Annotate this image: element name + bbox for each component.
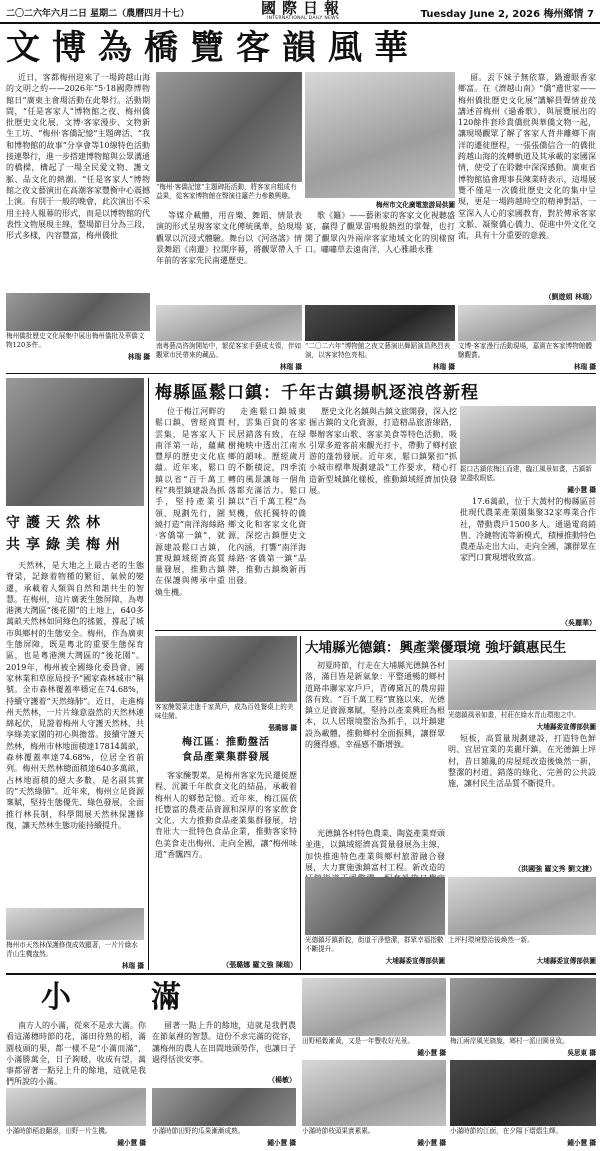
meijiang-headline-line2: 食品產業集群發展 bbox=[182, 752, 270, 763]
xiaoman-photo-fruit bbox=[302, 1060, 446, 1126]
masthead-title: 國際日報 bbox=[260, 0, 345, 17]
forest-headline-line2: 共享綠美梅州 bbox=[6, 537, 126, 553]
top-story-col1: 近日，客都梅州迎來了一場跨越山海的文明之約——2026年“5·18國際博物館日”廣東主會場活動在此舉行。活動期間，“任是客家人”博物館之夜、梅州僑批歷史文化展、文博·客家漫步、文物新生工坊、“梅州·客僑記憶”主題碑活、“我和博物館的故事”分享會等10線特色活動接連舉行，進一步搭建博物館與公眾溝通的橋樑，構起了一場全民愛文物、護文脈、品文化的熱潮。“任是客家人”博物館之夜文藝演出在高潮客家豐衡中心震撼上演。有別于一般的晚會，此次演出不采用主持人報幕的形式，而是以博物館的代表性文物展現主線，整場節目分為三段，形式多樣，內容豐富，梅州僑批 bbox=[6, 73, 150, 241]
top-photo-performance bbox=[305, 305, 455, 341]
xiaoman-photo-melon-credit: 鍾小慧 攝 bbox=[267, 1139, 296, 1147]
xiaoman-photo-fruit-caption: 小滿時節枝頭果實累累。 bbox=[302, 1127, 375, 1135]
top-photo-lab bbox=[6, 293, 150, 331]
top-photo-rubbing bbox=[156, 72, 302, 182]
top-photo-exhibit-credit: 梅州市文化廣電旅游局供圖 bbox=[375, 201, 455, 209]
songkou-photo-credit: 鍾小慧 攝 bbox=[567, 486, 596, 494]
xiaoman-photo-sunset-caption: 小滿時節的江面，在夕陽下熠熠生輝。 bbox=[450, 1127, 563, 1135]
xiaoman-col1: 南方人的小滿，從來不是求大滿。你看這滿穗時節的花，滿田待熟的稻，滿園枝頭的果，都一樣不是“小滿而滿”，小滿勝萬全，日子夠暖，收成有望，萬事都留著一點兒上升的餘地，這就是我們所說的小滿。 bbox=[6, 1021, 146, 1087]
top-photo-exhibit bbox=[305, 72, 455, 198]
songkou-byline: （吳麗華） bbox=[561, 618, 596, 627]
songkou-col3: 歷史文化名鎮與古鎮文旅開發，深入挖掘古鎮的文化資源，打造精品旅游線路，舉辦客家山歌、客家美食等特色活動，吸引眾多遊客前來觀光打卡，帶動了鄉村旅游的蓬勃發展。近年來，鬆口鎮緊扣“抓小城市標準規劃建設”工作要求，精心打造新型城鎮化樣板，推動鎮域經濟加快發展。 bbox=[309, 407, 457, 496]
top-photo-performance-caption: “二〇二六年”博物館之夜文藝演出舞蹈演員熱烈表演，以客家特色亮相。 bbox=[305, 342, 451, 359]
top-story-headline: 文博為橋覽客韻風華 bbox=[6, 28, 420, 68]
divider bbox=[6, 973, 596, 975]
top-story-col2: 等媒介載體，用音樂、舞蹈、情景表演的形式呈現客家文化傳統風華，給現場觀眾以沉浸式體驗。舞台以《河洛謠》情景舞蹈《南遷》拉開序幕，將觀眾帶入千年前的客家先民南遷歷史。 bbox=[156, 211, 302, 266]
top-photo-appraisal-caption: 南粵藝高咨詢開始中，繁從客家手藝成太領，伴如觀眾市民帶來的藏品。 bbox=[156, 342, 302, 359]
page-section-label: Tuesday June 2, 2026 梅州鄉情 7 bbox=[420, 9, 594, 20]
top-photo-lab-credit: 林瑞 攝 bbox=[127, 353, 150, 361]
xiaoman-photo-sunset bbox=[450, 1060, 596, 1126]
top-story-byline: （劉遊娟 林瑞） bbox=[544, 292, 596, 301]
xiaoman-photo-rice-caption: 小滿時節稻浪翻滾，田野一片生機。 bbox=[6, 1127, 112, 1135]
songkou-photo-caption: 鬆口古鎮依梅江而建，臨江風景如畫，古鎮新貌盡收眼底。 bbox=[460, 465, 592, 482]
divider bbox=[148, 378, 149, 970]
xiaoman-headline: 小滿 bbox=[41, 980, 261, 1015]
top-photo-appraisal bbox=[156, 305, 302, 341]
forest-caption: 梅州市天然林保護修復成效顯著，一片片綠水青山生機盎然。 bbox=[6, 941, 138, 958]
dapu-col2: 光德鎮各村特色農業、陶瓷產業齊頭並進，以鎮域經濟高質量發展為主線，加快推進特色產業與鄉村旅游融合發展，大力實施強鎮富村工程。新改造的 bbox=[305, 829, 445, 872]
songkou-col1: 位于梅江河畔的鬆口鎮，曾經商賈雲集，是客家人下南洋第一站，蘊藏豐厚的歷史文化底蘊。近年來，鬆口鎮以省“百千萬工程”典型鎮建設為抓手，堅持產業引領、規劃先行，圍繞打造“南洋海絲路·客僑第一鎮”，就源建設鬆口古鎮，實現鎮域經濟高質量發展，推動古鎮在保護與傳承中重煥生機。 bbox=[155, 407, 225, 597]
top-photo-rubbing-caption: “梅州·客僑記憶”主題碑拓活動，將客家自粗成有益果，從客家博物館在聲演往籬芒力參數興趣。 bbox=[156, 183, 297, 200]
dapu-byline: （洪國強 羅文秀 劉文捷） bbox=[514, 864, 596, 873]
dapu-photo-shangping-caption: 上坪村環境整治後煥然一新。 bbox=[448, 936, 534, 944]
dapu-col1: 初夏時節，行走在大埔縣光德鎮各村落，滿目皆是新氣象：平整通暢的鄉村道路串聯家家戶戶，青磚黛瓦的農房錯落有致。“百千萬工程”實施以來，光德鎮立足資源稟賦，堅持以產業興旺為根本，以人居環境整治為抓手，以圩鎮建設為載體，推動鄉村全面振興，讓群眾的獲得感、幸福感不斷增強。 bbox=[305, 661, 445, 750]
meijiang-photo bbox=[155, 636, 297, 702]
songkou-col2: 走進鬆口鎮城東村，雲集百貨的客家民居錯落有致，在绿樹掩映中透出江南水鄉的韻味。歷經歲月的不斷積淀，四季流轉的風景讓每一個角落都充滿活力。鬆口鎮以“百千萬工程”為契機，依托獨特的僑鄉文化和客家文化資源，深挖古鎮歷史文化內涵，打響“南洋海絲路·客僑第一鎮”品牌，推動古鎮煥新再出發。 bbox=[228, 407, 306, 586]
page-header bbox=[0, 0, 600, 24]
divider bbox=[6, 373, 596, 374]
xiaoman-photo-melon-caption: 小滿時節田野的瓜果漸漸成熟。 bbox=[152, 1127, 245, 1135]
top-photo-performance-credit: 林瑞 攝 bbox=[432, 363, 455, 371]
masthead-english: INTERNATIONAL DAILY NEWS bbox=[266, 16, 340, 21]
meijiang-body: 客家醃製菜，是梅州客家先民遷徙歷程、沉澱千年飲食文化的結晶，承載着梅州人的鄉愁記憶。近年來，梅江區依托豐富的農產品資源和深厚的客家飲食文化，大力推動食品產業集群發展，培育壯大一批特色食品企業，推動客家特色美食走出梅州、走向全國，讓“梅州味道”香飄四方。 bbox=[155, 771, 297, 860]
divider bbox=[155, 630, 596, 631]
divider bbox=[300, 636, 301, 970]
dapu-photo-village-caption: 光德鎮風景如畫，村莊在綠水青山環抱之中。 bbox=[448, 711, 580, 719]
top-photo-walk-caption: 文博·客家漫行活動現場，嘉賓在客家博物館體驗觀賞。 bbox=[458, 342, 592, 359]
songkou-photo bbox=[460, 406, 596, 464]
xiaoman-photo-rice bbox=[6, 1088, 146, 1126]
forest-body: 天然林，是大地之上最古老的生態脊梁，記錄着物種的繁衍、氣候的變遷，承載着人類與自然和諧共生的智慧。在梅州，這片廣袤生態屏障，為粵港澳大灣區“後花園”的土地上，640多萬畝天然林如同綠色的搖籃，撐起了城市與鄉村的生態安全。梅州，作為廣東生態屏障，既是粵北的重要生態保育區，也是粵港澳大灣區的“後花園”。2019年，梅州被全國綠化委員會、國家林業和草原局授予“國家森林城市”稱號。全市森林覆蓋率穩定在74.68%，持續守護着“天然綠肺”。近日，走進梅州天然林，一片片綠意盎然的天然林連綿起伏，見證着梅州人守護天然林、共享綠美家園的初心與擔當。接續守護天然林，梅州市林地面積達17814萬畝，森林覆蓋率達74.68%，位居全省前列。梅州天然林總面積達640多萬畝，占林地面積的絕大多數，是名副其實的“天然綠肺”。近年來，梅州立足資源稟賦，堅持生態優先、綠色發展，全面推行林長制，科學開展天然林保護修復，讓天然林生態功能持續提升。 bbox=[6, 561, 144, 830]
dapu-headline: 大埔縣光德鎮：興產業優環境 強圩鎮惠民生 bbox=[305, 640, 567, 656]
masthead bbox=[238, 1, 368, 21]
top-story-col3: 歌《籬》——藝術家的客家文化視聽盛宴，贏得了觀眾雷鳴般熱烈的掌聲，也打開了觀眾內外兩岸客家地域文化的別樣窗口。嘯嘯草去遠南洋，人心雅韻永雅 bbox=[305, 211, 455, 254]
dapu-photo-village bbox=[448, 660, 596, 710]
xiaoman-photo-rice-credit: 鍾小慧 攝 bbox=[117, 1139, 146, 1147]
dapu-photo-shangping bbox=[448, 877, 596, 935]
top-photo-walk bbox=[458, 305, 596, 341]
issue-date: 二〇二六年六月二日 星期二（農曆四月十七） bbox=[6, 9, 190, 19]
xiaoman-photo-sunset-credit: 鍾小慧 攝 bbox=[567, 1139, 596, 1147]
xiaoman-photo-field bbox=[450, 978, 596, 1036]
songkou-headline: 梅縣區鬆口鎮：千年古鎮揚帆逐浪啓新程 bbox=[155, 383, 479, 403]
meijiang-credit: 張璐娜 攝 bbox=[268, 724, 297, 732]
dapu-col3: 短板，高質量規劃建設，打造特色鮮明、宜居宜業的美麗圩鎮。在光德鎮上坪村，昔日雜亂的房屋經改造後煥然一新，整潔的村道、錯落的綠化、完善的公共設施，讓村民生活品質不斷提升。 bbox=[448, 734, 596, 789]
xiaoman-photo-river-credit: 鍾小慧 攝 bbox=[417, 1049, 446, 1057]
top-photo-appraisal-credit: 林瑞 攝 bbox=[279, 363, 302, 371]
xiaoman-byline: （楊敏） bbox=[268, 1075, 296, 1084]
top-photo-lab-caption: 梅州僑批歷史文化展集中展出梅州僑批及華僑文物120多件。 bbox=[6, 332, 145, 349]
xiaoman-col2: 留著一點上升的餘地，這就是我們農在節氣裡的智慧。這份不求完滿的從容，讓梅州的農人在田間地頭勞作，也讓日子過得恬淡安寧。 bbox=[152, 1021, 296, 1064]
xiaoman-photo-field-credit: 吳思東 攝 bbox=[567, 1049, 596, 1057]
xiaoman-photo-field-caption: 梅江兩岸風光旖旎，鄉村一派田園景致。 bbox=[450, 1037, 569, 1045]
top-photo-walk-credit: 林瑞 攝 bbox=[573, 363, 596, 371]
songkou-col4: 17.6萬畝，位于大黃村的梅縣區首批現代農業產業園集聚32家專業合作社，帶動農戶1500多人。通過電商銷售、冷鏈物流等新模式，積極推動特色農產品走出大山、走向全國，讓群眾在家門口實現增收致富。 bbox=[460, 497, 596, 563]
meijiang-caption: 客家醃製菜走進千家萬戶，成為百姓餐桌上的美味佳餚。 bbox=[155, 703, 294, 720]
dapu-photo-town-credit: 大埔縣委宣傳部供圖 bbox=[385, 957, 445, 965]
dapu-photo-town bbox=[305, 877, 445, 935]
xiaoman-photo-river bbox=[302, 978, 446, 1036]
forest-credit: 林瑞 攝 bbox=[121, 962, 144, 970]
xiaoman-photo-fruit-credit: 鍾小慧 攝 bbox=[417, 1139, 446, 1147]
meijiang-headline-line1: 梅江區：推動盤活 bbox=[182, 737, 270, 748]
forest-headline-line1: 守護天然林 bbox=[6, 515, 106, 531]
forest-photo-2 bbox=[6, 908, 144, 940]
meijiang-byline: （張璐娜 羅文強 陳瑞） bbox=[222, 960, 297, 969]
dapu-photo-shangping-credit: 大埔縣委宣傳部供圖 bbox=[536, 957, 596, 965]
dapu-photo-village-credit: 大埔縣委宣傳部供圖 bbox=[536, 723, 596, 731]
xiaoman-photo-river-caption: 田野稻穀漸黃，又是一年豐收好光景。 bbox=[302, 1037, 415, 1045]
top-story-col4: 留。丟下妹子無依靠，鍋邊眼香家鄉富。在《濟越山南》“僑”遺世家——梅州僑批歷史文化展”講解員聲情並茂講述首梅州《過番歌》，與展覽展出的120餘件套珍貴僑批與華僑文物一起，讓現場觀眾了解了客家人背井離鄉下南洋的遷徙歷程，一張張僑信合一的僑批跨越山海的流轉軌道及其承載的家國深情，使受了在聆聽中深深感動。廣東省博物館協會理事長陳業時表示，這場展覽不僅是一次僑批歷史文化的集中呈現，更是一場跨越時空的精神對話，一堂深入人心的家國教育，對於傳承客家文脈、凝聚僑心僑力、促進中外文化交流，具有十分重要的意義。 bbox=[458, 73, 596, 241]
dapu-photo-town-caption: 光德鎮圩鎮新貌，街道干淨整潔，群眾幸福指數不斷提升。 bbox=[305, 936, 444, 953]
forest-photo bbox=[6, 378, 144, 506]
xiaoman-photo-melon bbox=[152, 1088, 296, 1126]
